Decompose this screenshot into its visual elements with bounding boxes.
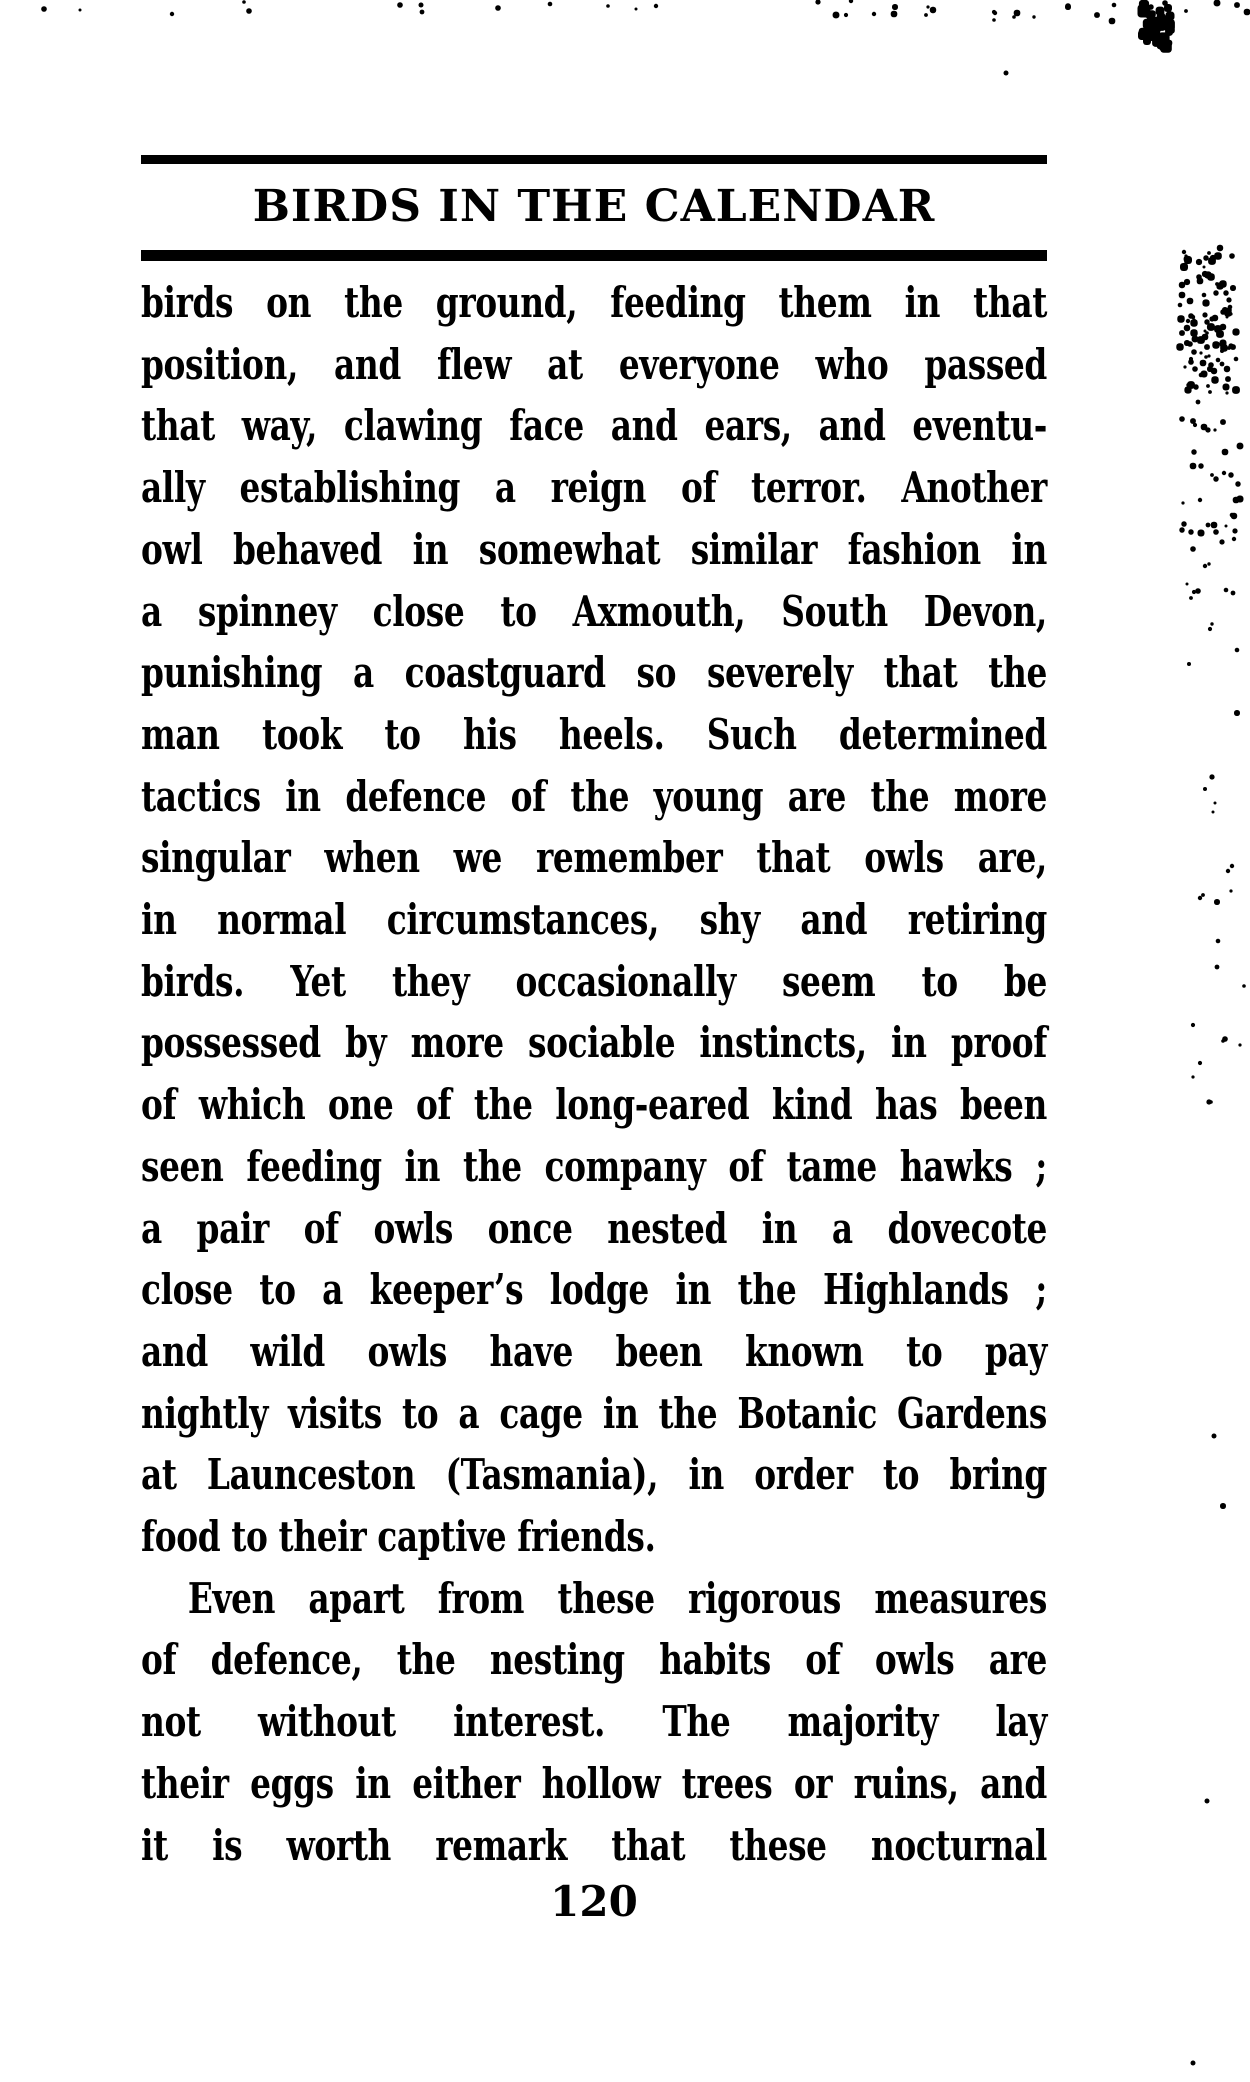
body-line: that way, clawing face and ears, and eventu- — [141, 401, 1047, 451]
body-line: birds. Yet they occasionally seem to be — [141, 956, 1047, 1006]
body-line: ally establishing a reign of terror. Another — [141, 463, 1047, 513]
body-line: nightly visits to a cage in the Botanic Gardens — [141, 1388, 1047, 1438]
header-rule-top — [141, 155, 1047, 164]
page-number: 120 — [550, 1877, 638, 1926]
body-line: of defence, the nesting habits of owls are — [141, 1635, 1047, 1685]
body-line: and wild owls have been known to pay — [141, 1326, 1047, 1376]
header-rule-bottom — [141, 250, 1047, 261]
body-line: it is worth remark that these nocturnal — [141, 1820, 1047, 1870]
body-line: food to their captive friends. — [141, 1512, 656, 1562]
page-title: BIRDS IN THE CALENDAR — [252, 181, 936, 232]
body-line: tactics in defence of the young are the more — [141, 771, 1047, 821]
body-line: close to a keeper’s lodge in the Highlands ; — [141, 1265, 1047, 1315]
body-line: man took to his heels. Such determined — [141, 709, 1047, 759]
body-line: their eggs in either hollow trees or ruins, and — [141, 1758, 1047, 1808]
body-text — [141, 272, 1047, 1876]
body-line: punishing a coastguard so severely that the — [141, 648, 1047, 698]
body-line: of which one of the long-eared kind has been — [141, 1080, 1047, 1130]
body-line: owl behaved in somewhat similar fashion in — [141, 524, 1047, 574]
scan-noise — [0, 0, 2, 2]
body-line: position, and flew at everyone who passed — [141, 339, 1047, 389]
body-line: birds on the ground, feeding them in that — [141, 278, 1047, 327]
body-line: not without interest. The majority lay — [141, 1697, 1047, 1747]
body-line: in normal circumstances, shy and retiring — [141, 895, 1047, 945]
body-line: at Launceston (Tasmania), in order to bring — [141, 1450, 1047, 1500]
body-line: possessed by more sociable instincts, in proof — [141, 1018, 1047, 1068]
body-line: singular when we remember that owls are, — [141, 833, 1047, 883]
body-line: a spinney close to Axmouth, South Devon, — [141, 586, 1047, 636]
body-line: a pair of owls once nested in a dovecote — [141, 1203, 1047, 1253]
body-line: seen feeding in the company of tame hawks ; — [141, 1141, 1047, 1191]
body-line: Even apart from these rigorous measures — [187, 1573, 1047, 1623]
